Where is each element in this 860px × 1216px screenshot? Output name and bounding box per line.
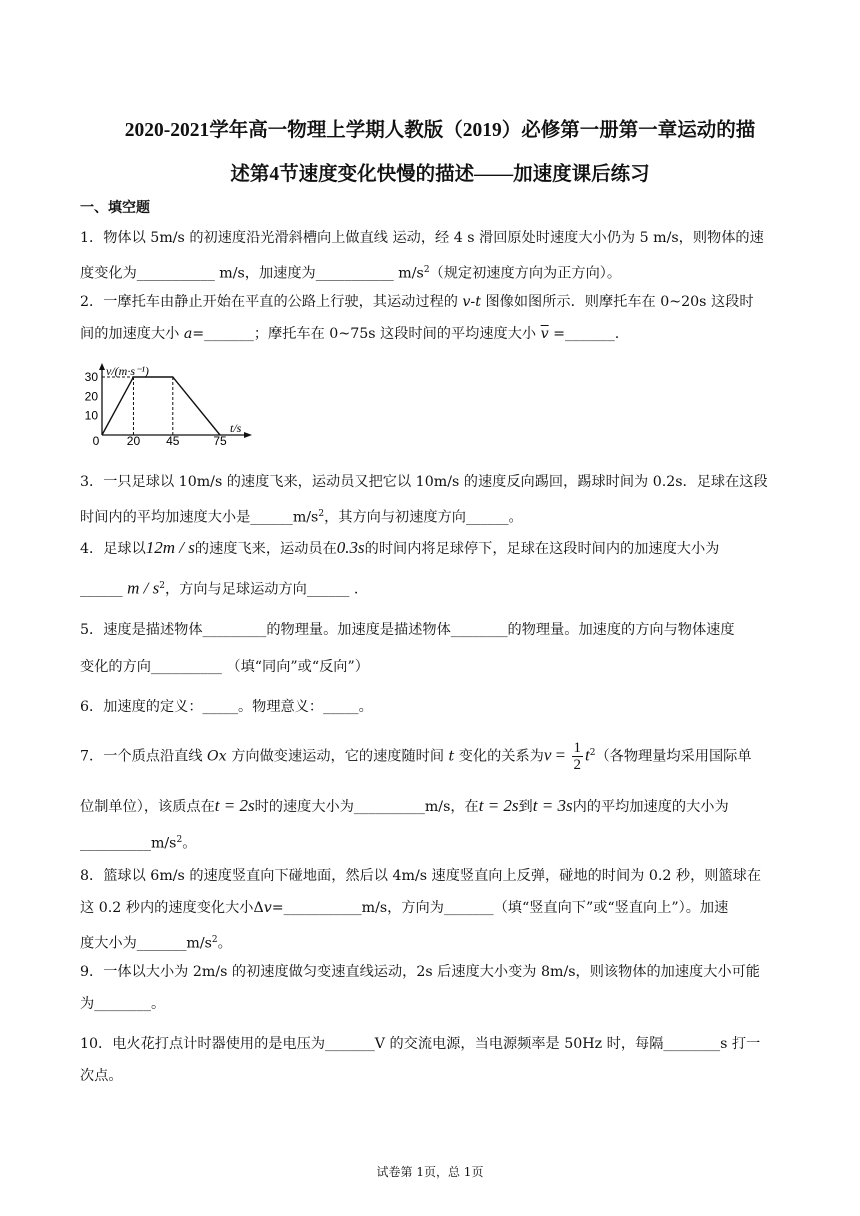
q5-line-1: 5．速度是描述物体_________的物理量。加速度是描述物体________的物理量。加速度的方向与物体速度 bbox=[80, 622, 735, 638]
q8-line-1: 8．篮球以 6m/s 的速度竖直向下碰地面，然后以 4m/s 速度竖直向上反弹，碰地的时间为 0.2 秒，则篮球在 bbox=[80, 868, 762, 884]
q1-line-2: 度变化为___________ m/s，加速度为___________ $m/s^2$（规定初速度方向为正方向）。 bbox=[80, 265, 622, 282]
section-heading: 一、填空题 bbox=[80, 200, 150, 216]
x-tick-label: 75 bbox=[213, 434, 227, 445]
q8-line-2: 这 0.2 秒内的速度变化大小Δv=___________m/s，方向为_______（填“竖直向下”或“竖直向上”）。加速 bbox=[80, 900, 729, 916]
q5-line-2: 变化的方向__________ （填“同向”或“反向”） bbox=[80, 659, 369, 675]
q3-line-2: 时间内的平均加速度大小是$\_\_\_\_\_\_m/s^2$，其方向与初速度方向______。 bbox=[80, 509, 523, 526]
y-axis-label: v/(m·s⁻¹) bbox=[106, 364, 149, 378]
q2-line-2: 间的加速度大小 a=_______；摩托车在 0~75s 这段时间的平均速度大小 $\overline{v}$ =_______. bbox=[80, 326, 620, 342]
vt-series-line bbox=[102, 377, 220, 435]
x-tick-label: 45 bbox=[166, 434, 180, 445]
q1-line-1: 1．物体以 5m/s 的初速度沿光滑斜槽向上做直线 运动，经 4 s 滑回原处时速度大小仍为 5 m/s，则物体的速 bbox=[80, 230, 764, 246]
q9-line-1: 9．一体以大小为 2m/s 的初速度做匀变速直线运动，2s 后速度大小变为 8m/s，则该物体的加速度大小可能 bbox=[80, 964, 760, 980]
y-tick-label: 20 bbox=[84, 389, 98, 404]
y-axis-arrow bbox=[99, 363, 105, 370]
q3-line-1: 3．一只足球以 10m/s 的速度飞来，运动员又把它以 10m/s 的速度反向踢回，踢球时间为 0.2s．足球在这段 bbox=[80, 474, 768, 490]
q10-line-1: 10．电火花打点计时器使用的是电压为_______V 的交流电源，当电源频率是 50Hz 时，每隔________s 打一 bbox=[80, 1036, 761, 1052]
q10-line-2: 次点。 bbox=[80, 1068, 123, 1084]
title-line-2: 述第4节速度变化快慢的描述——加速度课后练习 bbox=[230, 164, 650, 185]
x-axis-arrow bbox=[244, 432, 252, 438]
vt-graph bbox=[80, 363, 260, 445]
x-tick-label: 20 bbox=[126, 434, 141, 445]
page-footer: 试卷第 1页，总 1页 bbox=[376, 1165, 484, 1179]
q7-line-2: 位制单位），该质点在t = 2s时的速度大小为__________m/s，在t = 2s到t = 3s内的平均加速度的大小为 bbox=[80, 796, 729, 815]
y-tick-label: 10 bbox=[84, 408, 98, 423]
q2-line-1: 2．一摩托车由静止开始在平直的公路上行驶，其运动过程的 v-t 图像如图所示．则摩托车在 0~20s 这段时 bbox=[80, 294, 754, 310]
q7-line-1: 7．一个质点沿直线 Ox 方向做变速运动，它的速度随时间 t 变化的关系为v = $\frac{1}{2}$ $t^2$（各物理量均采用国际单 bbox=[80, 740, 752, 773]
q8-line-3: 度大小为$\_\_\_\_\_\_\_m/s^2$。 bbox=[80, 935, 232, 952]
x-tick-label: 0 bbox=[92, 434, 100, 445]
q4-line-2: ______ m / $s^2$，方向与足球运动方向______ . bbox=[80, 578, 359, 598]
q6-line-1: 6．加速度的定义：_____。物理意义：_____。 bbox=[80, 699, 373, 715]
q9-line-2: 为________。 bbox=[80, 996, 166, 1012]
y-tick-label: 30 bbox=[84, 370, 98, 384]
title-line-1: 2020-2021学年高一物理上学期人教版（2019）必修第一册第一章运动的描 bbox=[124, 120, 756, 141]
x-axis-label: t/s bbox=[230, 421, 242, 435]
q7-line-3: $\_\_\_\_\_\_\_\_\_\_m/s^2$。 bbox=[80, 835, 197, 852]
q4-line-1: 4．足球以12m / s的速度飞来，运动员在0.3s的时间内将足球停下，足球在这段时间内的加速度大小为 bbox=[80, 538, 720, 557]
